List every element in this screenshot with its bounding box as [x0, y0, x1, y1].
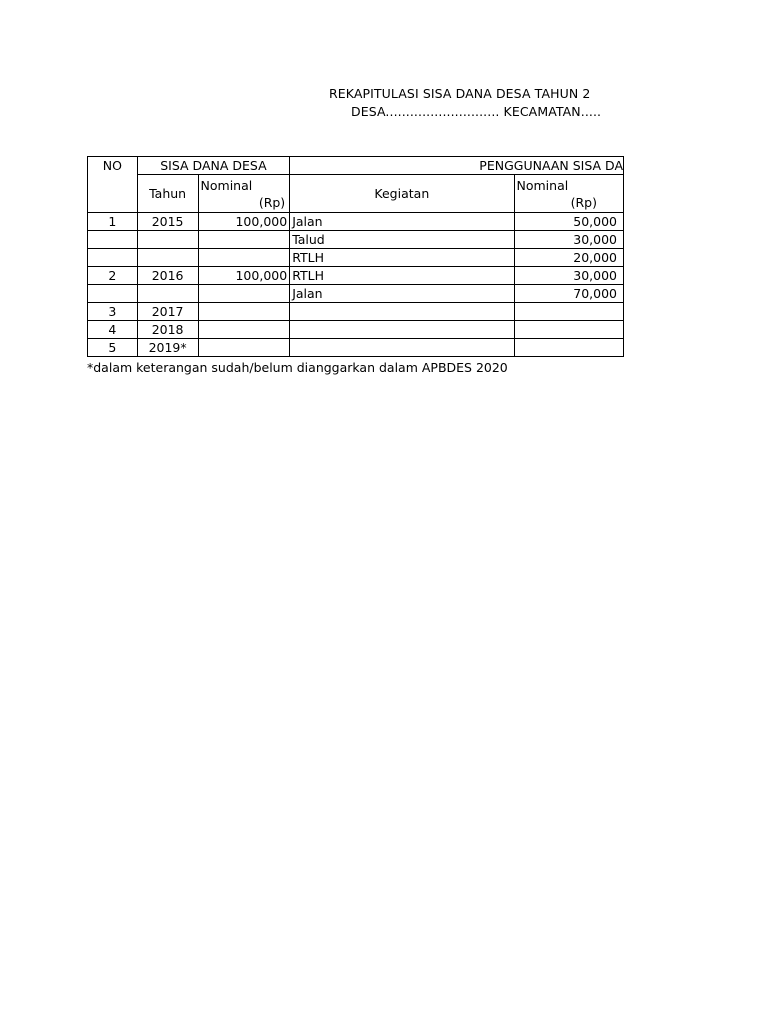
- cell-tahun: [137, 249, 198, 267]
- header-penggunaan: PENGGUNAAN SISA DA: [290, 157, 624, 175]
- table-header-row-2: [88, 175, 624, 213]
- cell-nominal-2: [514, 303, 624, 321]
- header-nominal-unit: (Rp): [258, 194, 286, 210]
- table-row: [88, 213, 624, 231]
- cell-kegiatan: Talud: [290, 231, 514, 249]
- table-header-row-1: [88, 157, 624, 175]
- cell-nominal: 100,000: [198, 213, 290, 231]
- cell-nominal: [198, 339, 290, 357]
- cell-nominal-2: 30,000: [514, 231, 624, 249]
- cell-no: [88, 285, 138, 303]
- cell-no: 2: [88, 267, 138, 285]
- cell-no: 1: [88, 213, 138, 231]
- cell-kegiatan: [290, 321, 514, 339]
- cell-nominal: 100,000: [198, 267, 290, 285]
- cell-kegiatan: RTLH: [290, 249, 514, 267]
- cell-tahun: [137, 231, 198, 249]
- cell-tahun: [137, 285, 198, 303]
- table-row: [88, 339, 624, 357]
- document-subtitle: DESA............................ KECAMATAN.....: [351, 104, 602, 119]
- cell-kegiatan: Jalan: [290, 285, 514, 303]
- cell-nominal-2: 50,000: [514, 213, 624, 231]
- header-nominal: [198, 175, 290, 213]
- cell-no: 4: [88, 321, 138, 339]
- header-kegiatan: Kegiatan: [290, 175, 514, 213]
- cell-nominal: [198, 285, 290, 303]
- cell-kegiatan: [290, 339, 514, 357]
- footnote: *dalam keterangan sudah/belum dianggarkan dalam APBDES 2020: [87, 360, 508, 375]
- header-sisa-dana-desa: SISA DANA DESA: [137, 157, 290, 175]
- cell-no: 5: [88, 339, 138, 357]
- table-row: [88, 303, 624, 321]
- header-nominal-2: [514, 175, 624, 213]
- header-nominal-2-label: Nominal: [516, 177, 569, 193]
- table-row: [88, 231, 624, 249]
- cell-nominal: [198, 249, 290, 267]
- cell-tahun: 2017: [137, 303, 198, 321]
- cell-no: [88, 231, 138, 249]
- cell-kegiatan: Jalan: [290, 213, 514, 231]
- table-row: [88, 267, 624, 285]
- cell-no: 3: [88, 303, 138, 321]
- cell-nominal: [198, 231, 290, 249]
- cell-tahun: 2016: [137, 267, 198, 285]
- cell-nominal-2: 20,000: [514, 249, 624, 267]
- cell-kegiatan: [290, 303, 514, 321]
- table-row: [88, 285, 624, 303]
- table-row: [88, 321, 624, 339]
- table-row: [88, 249, 624, 267]
- cell-tahun: 2019*: [137, 339, 198, 357]
- header-tahun: Tahun: [137, 175, 198, 213]
- header-no: NO: [88, 157, 138, 213]
- cell-nominal: [198, 303, 290, 321]
- cell-kegiatan: RTLH: [290, 267, 514, 285]
- header-nominal-2-unit: (Rp): [570, 194, 597, 210]
- cell-nominal-2: 70,000: [514, 285, 624, 303]
- cell-nominal-2: 30,000: [514, 267, 624, 285]
- cell-no: [88, 249, 138, 267]
- header-nominal-label: Nominal: [200, 177, 253, 193]
- cell-nominal-2: [514, 321, 624, 339]
- document-title: REKAPITULASI SISA DANA DESA TAHUN 2: [329, 86, 591, 101]
- cell-nominal-2: [514, 339, 624, 357]
- cell-nominal: [198, 321, 290, 339]
- cell-tahun: 2018: [137, 321, 198, 339]
- cell-tahun: 2015: [137, 213, 198, 231]
- rekap-table: [87, 156, 624, 357]
